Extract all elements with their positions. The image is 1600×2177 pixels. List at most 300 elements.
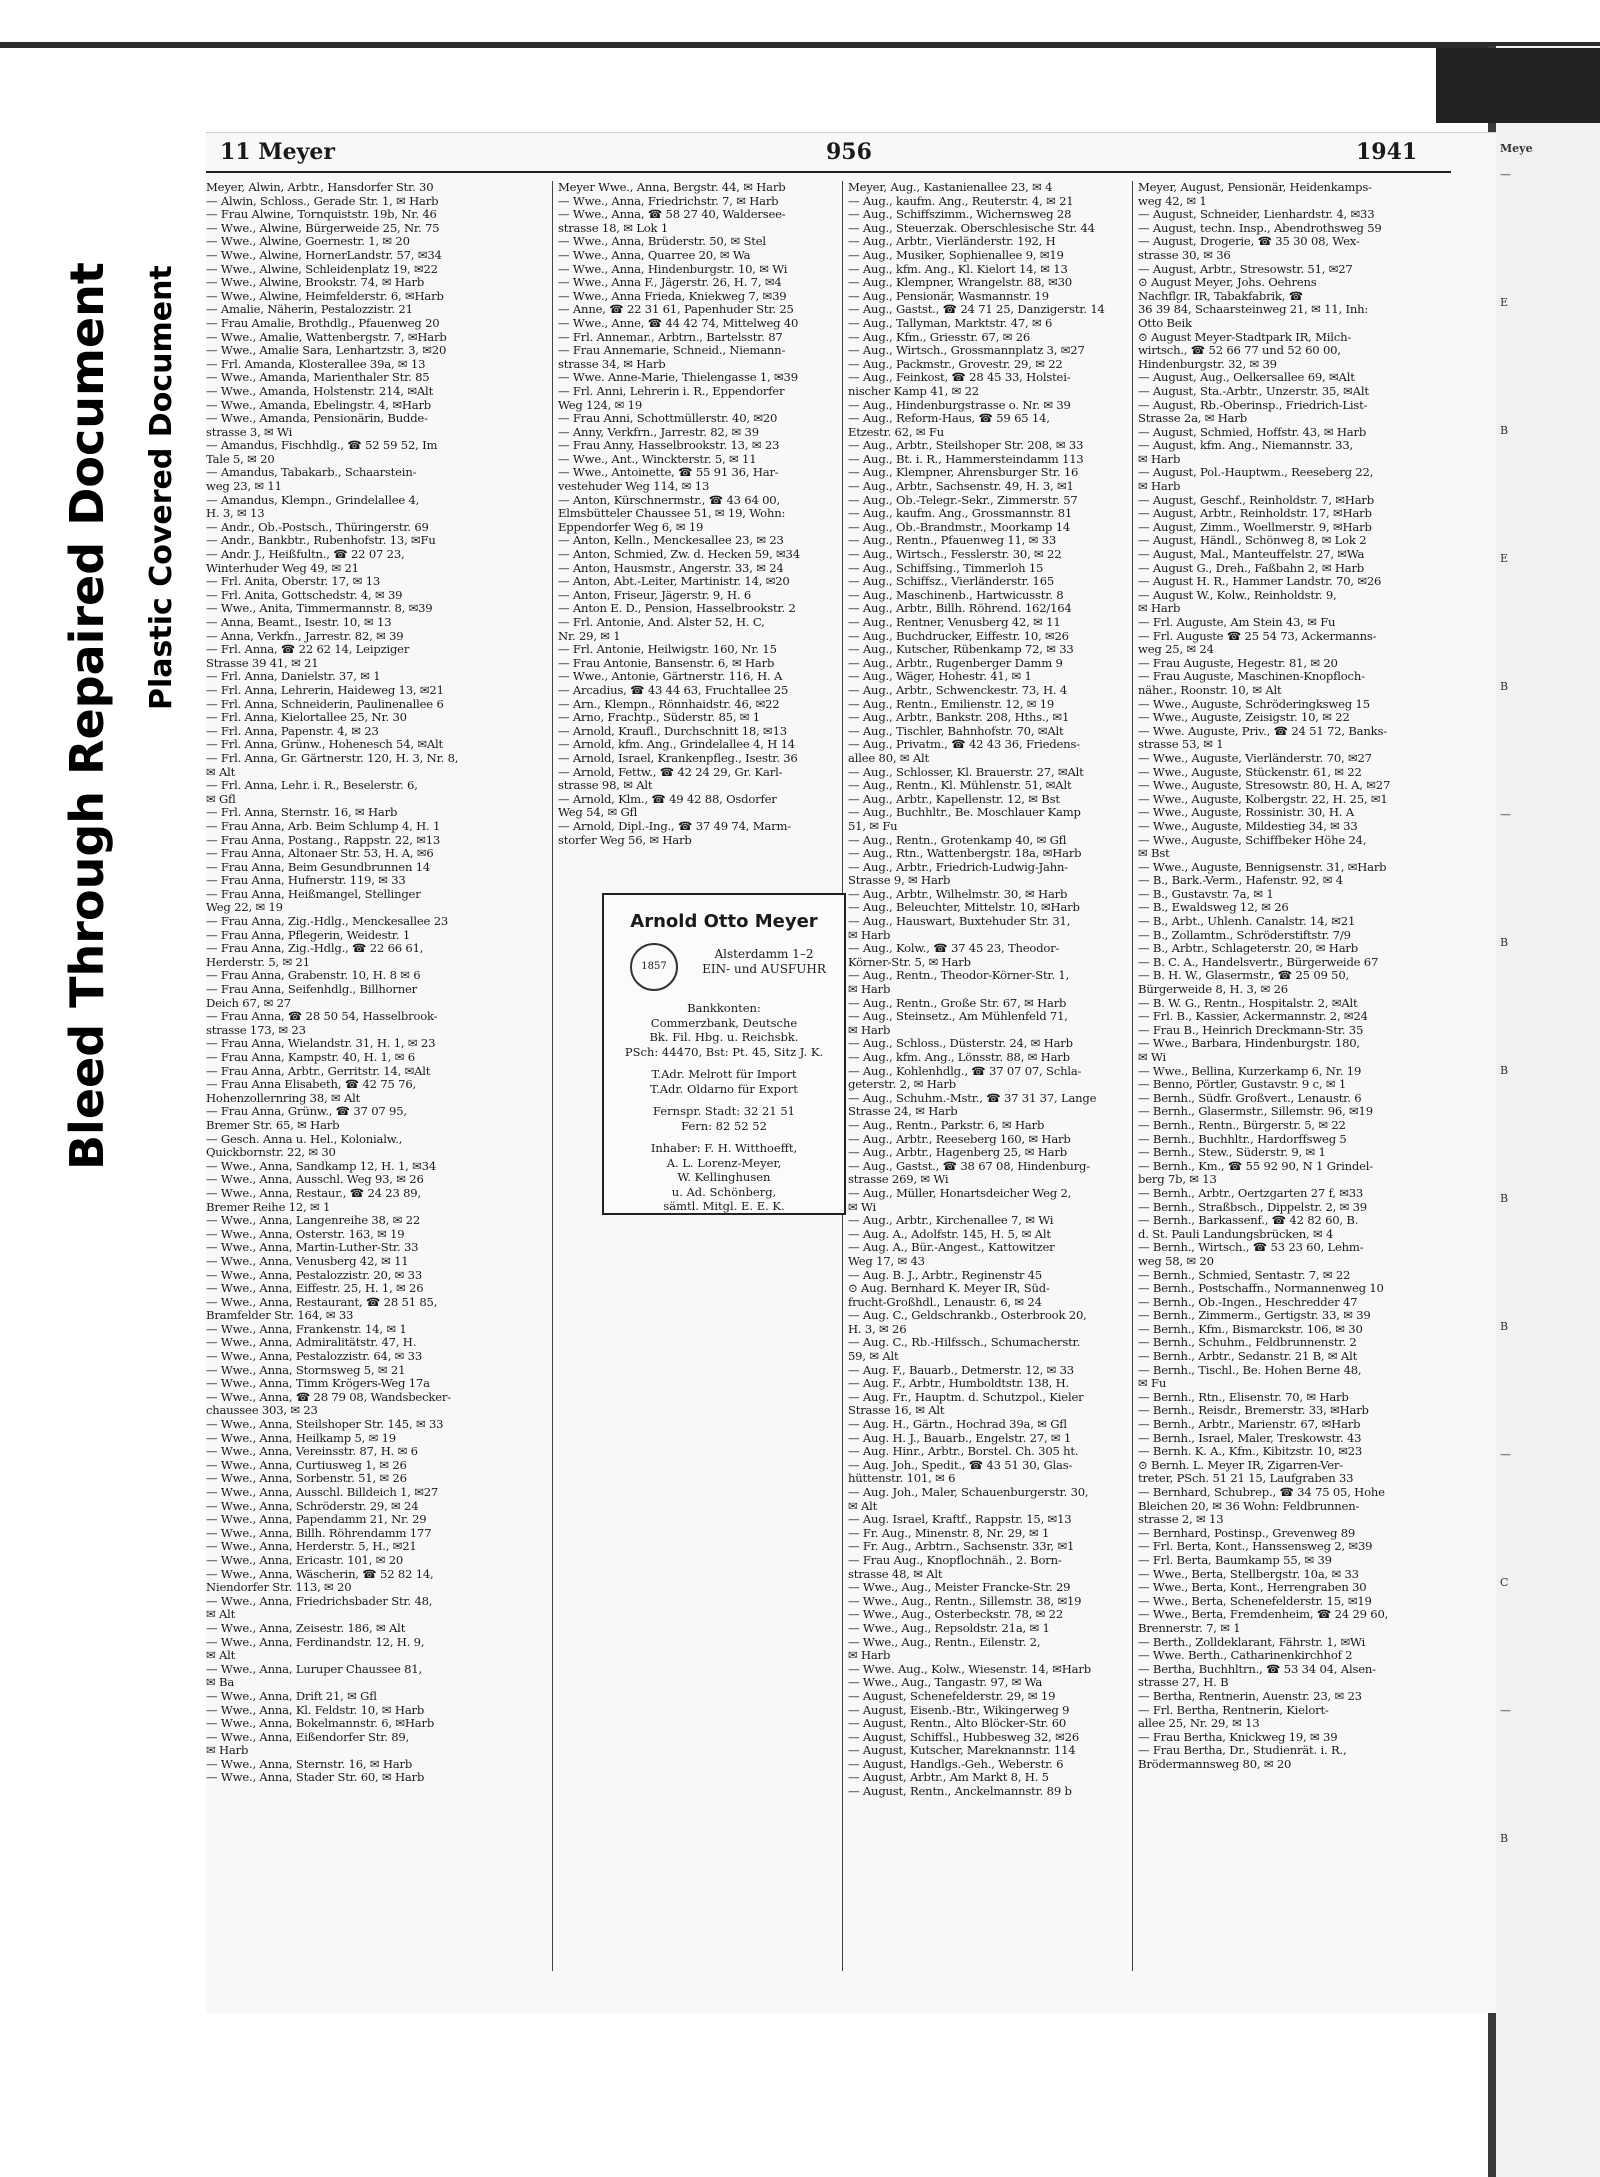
directory-entry: — Frl. Anna, Grünw., Hohenesch 54, ✉Alt (206, 738, 443, 752)
directory-entry: — Anton, Kürschnermstr., ☎ 43 64 00, (558, 493, 780, 507)
directory-entry: — Frau Anna, Postang., Rappstr. 22, ✉13 (206, 833, 441, 847)
directory-entry: — Wwe., Berta, Schenefelderstr. 15, ✉19 (1138, 1594, 1372, 1608)
directory-entry: — Wwe., Anna, Steilshoper Str. 145, ✉ 33 (206, 1418, 444, 1432)
directory-entry: — Anton, Hausmstr., Angerstr. 33, ✉ 24 (558, 561, 784, 575)
directory-entry: — Frau Anny, Hasselbrookstr. 13, ✉ 23 (558, 439, 780, 453)
directory-entry: — Wwe., Anna, Frankenstr. 14, ✉ 1 (206, 1322, 407, 1336)
column-divider (552, 181, 553, 1971)
directory-entry: — Aug., Arbtr., Wilhelmstr. 30, ✉ Harb (848, 887, 1068, 901)
directory-entry: Meyer, Aug., Kastanienallee 23, ✉ 4 (848, 181, 1053, 194)
directory-entry: — Wwe., Anna, Ausschl. Billdeich 1, ✉27 (206, 1486, 439, 1499)
directory-entry: — Aug., Kfm., Griesstr. 67, ✉ 26 (848, 330, 1031, 344)
directory-entry: — Aug., Kutscher, Rübenkamp 72, ✉ 33 (848, 643, 1074, 657)
directory-entry: — Aug., Ob.-Telegr.-Sekr., Zimmerstr. 57 (848, 493, 1078, 507)
ad-owner-line: sämtl. Mitgl. E. E. K. (663, 1199, 785, 1213)
directory-entry: — Bernh., Tischl., Be. Hohen Berne 48, (1138, 1363, 1362, 1377)
directory-entry: — Frl. Auguste, Am Stein 43, ✉ Fu (1138, 616, 1336, 629)
directory-column-1 (206, 181, 492, 2001)
directory-entry: — Aug., Gastst., ☎ 38 67 08, Hindenburg- (848, 1159, 1090, 1173)
directory-entry: — August W., Kolw., Reinholdstr. 9, (1138, 588, 1337, 602)
ad-company-name: Arnold Otto Meyer (630, 911, 818, 932)
directory-entry: — B., Ewaldsweg 12, ✉ 26 (1138, 901, 1289, 915)
directory-entry: — August, Mal., Manteuffelstr. 27, ✉Wa (1138, 548, 1365, 562)
ad-bank-heading: Bankkonten: (687, 1001, 761, 1015)
directory-entry: — Aug., Steinsetz., Am Mühlenfeld 71, (848, 1010, 1068, 1024)
directory-entry: ⊙ August Meyer, Johs. Oehrens (1138, 276, 1317, 290)
directory-entry: — Bernh., Rentn., Bürgerstr. 5, ✉ 22 (1138, 1118, 1346, 1132)
directory-entry: allee 80, ✉ Alt (848, 751, 929, 765)
directory-entry: — Bernh., Stew., Süderstr. 9, ✉ 1 (1138, 1146, 1326, 1160)
directory-entry: — Alwin, Schloss., Gerade Str. 1, ✉ Harb (206, 194, 439, 208)
directory-entry: — Wwe., Anna, Bokelmannstr. 6, ✉Harb (206, 1717, 435, 1731)
directory-entry: — Wwe., Anna, Brüderstr. 50, ✉ Stel (558, 235, 766, 249)
directory-entry: — Frau Bertha, Knickweg 19, ✉ 39 (1138, 1730, 1338, 1744)
directory-entry: ✉ Wi (1138, 1051, 1167, 1064)
directory-entry: — Aug., Arbtr., Friedrich-Ludwig-Jahn- (848, 860, 1068, 874)
directory-entry: — Aug., Gastst., ☎ 24 71 25, Danzigerstr. 14 (848, 303, 1105, 317)
directory-entry: — Wwe., Aug., Osterbeckstr. 78, ✉ 22 (848, 1608, 1063, 1622)
directory-entry: — Wwe., Alwine, Goernestr. 1, ✉ 20 (206, 235, 410, 249)
directory-entry: treter, PSch. 51 21 15, Laufgraben 33 (1138, 1472, 1354, 1486)
directory-entry: strasse 98, ✉ Alt (558, 779, 653, 793)
directory-entry: — Wwe., Anna, Sandkamp 12, H. 1, ✉34 (206, 1159, 437, 1173)
directory-entry: — Wwe., Aug., Rentn., Eilenstr. 2, (848, 1635, 1041, 1649)
directory-entry: ✉ Wi (848, 1200, 877, 1214)
directory-entry: — Frau Annemarie, Schneid., Niemann- (558, 344, 786, 358)
next-page-fragment: B (1500, 424, 1509, 437)
directory-entry: — Aug., Schiffsing., Timmerloh 15 (848, 561, 1044, 575)
directory-entry: — Wwe., Anna, Restaurant, ☎ 28 51 85, (206, 1295, 438, 1309)
directory-entry: weg 42, ✉ 1 (1138, 194, 1207, 208)
directory-entry: — Arcadius, ☎ 43 44 63, Fruchtallee 25 (558, 683, 789, 697)
directory-entry: — Arnold, Kraufl., Durchschnitt 18, ✉13 (558, 724, 787, 738)
directory-entry: ✉ Harb (848, 928, 891, 942)
directory-entry: — August, Schiffsl., Hubbesweg 32, ✉26 (848, 1730, 1080, 1744)
directory-entry: — Aug., Schiffszimm., Wichernsweg 28 (848, 208, 1072, 222)
directory-entry: — Bernh., Straßbsch., Dippelstr. 2, ✉ 39 (1138, 1200, 1367, 1214)
directory-entry: — Amandus, Klempn., Grindelallee 4, (206, 493, 420, 507)
ad-bank-line: Commerzbank, Deutsche (650, 1015, 798, 1030)
directory-entry: — Frau Auguste, Maschinen-Knopfloch- (1138, 670, 1365, 684)
directory-entry: strasse 173, ✉ 23 (206, 1023, 306, 1037)
directory-entry: weg 25, ✉ 24 (1138, 643, 1214, 657)
directory-entry: — Wwe., Auguste, Stresowstr. 80, H. A, ✉27 (1138, 779, 1391, 793)
directory-entry: ✉ Harb (206, 1744, 249, 1758)
directory-entry: — Wwe., Anna, Zeisestr. 186, ✉ Alt (206, 1621, 406, 1635)
ad-details (618, 1001, 830, 1214)
directory-entry: berg 7b, ✉ 13 (1138, 1173, 1217, 1187)
directory-entry: strasse 30, ✉ 36 (1138, 248, 1231, 262)
directory-entry: — Frau Antonie, Bansenstr. 6, ✉ Harb (558, 656, 775, 670)
directory-entry: — Bernh., Schmied, Sentastr. 7, ✉ 22 (1138, 1268, 1351, 1282)
directory-entry: — Bernh., Wirtsch., ☎ 53 23 60, Lehm- (1138, 1241, 1364, 1255)
directory-entry: — August, Geschf., Reinholdstr. 7, ✉Harb (1138, 493, 1374, 507)
directory-entry: — Bernh., Zimmerm., Gertigstr. 33, ✉ 39 (1138, 1309, 1371, 1323)
directory-entry: — Aug., Ob.-Brandmstr., Moorkamp 14 (848, 520, 1071, 534)
next-page-fragment: E (1500, 552, 1509, 565)
directory-entry: weg 23, ✉ 11 (206, 480, 282, 494)
directory-entry: — Wwe., Anna, Schröderstr. 29, ✉ 24 (206, 1499, 419, 1513)
directory-entry: — Frau Anna, Wielandstr. 31, H. 1, ✉ 23 (206, 1037, 436, 1051)
directory-entry: chaussee 303, ✉ 23 (206, 1404, 318, 1418)
directory-entry: — Wwe., Amalie Sara, Lenhartzstr. 3, ✉20 (206, 344, 447, 358)
directory-entry: strasse 3, ✉ Wi (206, 425, 293, 439)
directory-entry: — Frau Anna, Pflegerin, Weidestr. 1 (206, 928, 410, 942)
directory-entry: — Wwe., Auguste, Rossinistr. 30, H. A (1138, 806, 1354, 820)
next-page-fragment: B (1500, 1832, 1509, 1845)
directory-entry: — Aug., Schuhm.-Mstr., ☎ 37 31 37, Lange (848, 1091, 1097, 1105)
directory-entry: — Wwe., Berta, Fremdenheim, ☎ 24 29 60, (1138, 1608, 1389, 1622)
directory-entry: — Wwe., Anna, Pestalozzistr. 20, ✉ 33 (206, 1268, 423, 1282)
directory-entry: — Wwe., Anna, Papendamm 21, Nr. 29 (206, 1513, 427, 1527)
directory-entry: — Aug., Arbtr., Bankstr. 208, Hths., ✉1 (848, 711, 1070, 725)
directory-entry: ✉ Fu (1138, 1377, 1167, 1391)
directory-entry: Strasse 16, ✉ Alt (848, 1404, 945, 1418)
directory-entry: — Wwe., Bellina, Kurzerkamp 6, Nr. 19 (1138, 1064, 1362, 1078)
directory-entry: — Frl. B., Kassier, Ackermannstr. 2, ✉24 (1138, 1010, 1368, 1024)
directory-entry: Brennerstr. 7, ✉ 1 (1138, 1621, 1241, 1635)
directory-entry: — August, Schmied, Hoffstr. 43, ✉ Harb (1138, 425, 1367, 439)
directory-entry: — Aug., Buchhltr., Be. Moschlauer Kamp (848, 806, 1081, 820)
directory-entry: — Frl. Anita, Gottschedstr. 4, ✉ 39 (206, 588, 403, 602)
directory-entry: ✉ Ba (206, 1676, 235, 1690)
directory-entry: — Frl. Bertha, Rentnerin, Kielort- (1138, 1703, 1329, 1717)
directory-entry: — Frau Anna, Grabenstr. 10, H. 8 ✉ 6 (206, 969, 421, 983)
directory-entry: — Wwe., Alwine, Schleidenplatz 19, ✉22 (206, 262, 438, 276)
directory-entry: — Wwe., Anna, Osterstr. 163, ✉ 19 (206, 1227, 405, 1241)
directory-entry: — Aug., Beleuchter, Mittelstr. 10, ✉Harb (848, 901, 1080, 915)
directory-entry: — Bertha, Buchhltrn., ☎ 53 34 04, Alsen- (1138, 1662, 1376, 1676)
directory-entry: — August, Arbtr., Reinholdstr. 17, ✉Harb (1138, 507, 1372, 521)
directory-entry: — August G., Dreh., Faßbahn 2, ✉ Harb (1138, 561, 1365, 575)
directory-entry: 36 39 84, Schaarsteinweg 21, ✉ 11, Inh: (1138, 303, 1369, 317)
directory-entry: — Frl. Anita, Oberstr. 17, ✉ 13 (206, 575, 381, 589)
directory-entry: strasse 27, H. B (1138, 1676, 1229, 1690)
directory-entry: — Wwe., Anna, Timm Krögers-Weg 17a (206, 1377, 430, 1391)
directory-entry: — Aug., Bt. i. R., Hammersteindamm 113 (848, 452, 1084, 466)
directory-entry: — August, Händl., Schönweg 8, ✉ Lok 2 (1138, 534, 1367, 548)
directory-entry: — Aug., Schlosser, Kl. Brauerstr. 27, ✉Alt (848, 765, 1084, 779)
directory-entry: — Aug., Rentn., Parkstr. 6, ✉ Harb (848, 1118, 1045, 1132)
directory-entry: — Wwe., Berta, Kont., Herrengraben 30 (1138, 1581, 1367, 1595)
page-header (206, 133, 1451, 173)
directory-entry: — Frl. Anna, Sternstr. 16, ✉ Harb (206, 806, 398, 820)
ad-owner-line: u. Ad. Schönberg, (671, 1184, 777, 1199)
directory-entry: — August, Aug., Oelkersallee 69, ✉Alt (1138, 371, 1355, 385)
ad-owner-line: A. L. Lorenz-Meyer, (666, 1155, 782, 1170)
directory-entry: — Wwe., Anna, Sorbenstr. 51, ✉ 26 (206, 1472, 407, 1486)
directory-entry: — Wwe., Aug., Tangastr. 97, ✉ Wa (848, 1676, 1043, 1690)
directory-entry: — Frau Aug., Knopflochnäh., 2. Born- (848, 1553, 1062, 1567)
directory-entry: — Fr. Aug., Minenstr. 8, Nr. 29, ✉ 1 (848, 1526, 1050, 1540)
directory-entry: — Wwe., Anna, Martin-Luther-Str. 33 (206, 1241, 419, 1255)
directory-entry: — Frl. Anna, Danielstr. 37, ✉ 1 (206, 670, 381, 684)
directory-entry: — Wwe., Anna, Hindenburgstr. 10, ✉ Wi (558, 262, 788, 276)
directory-entry: Weg 17, ✉ 43 (848, 1254, 925, 1268)
directory-entry: — Bernh., Arbtr., Marienstr. 67, ✉Harb (1138, 1418, 1361, 1432)
directory-entry: — Wwe., Anna, Ferdinandstr. 12, H. 9, (206, 1635, 425, 1649)
directory-entry: — Frau Anna, Heißmangel, Stellinger (206, 887, 421, 901)
directory-entry: — August, Rentn., Anckelmannstr. 89 b (848, 1785, 1072, 1799)
directory-entry: — Frl. Antonie, Heilwigstr. 160, Nr. 15 (558, 643, 777, 657)
directory-entry: — Frl. Annemar., Arbtrn., Bartelsstr. 87 (558, 330, 783, 344)
directory-entry: ✉ Alt (206, 1649, 236, 1663)
directory-entry: — Frau Anna, ☎ 28 50 54, Hasselbrook- (206, 1010, 438, 1024)
next-page-fragment: B (1500, 1192, 1509, 1205)
directory-entry: — Aug., Steuerzak. Oberschlesische Str. 44 (848, 221, 1095, 235)
directory-entry: — Frl. Anna, Papenstr. 4, ✉ 23 (206, 724, 379, 738)
directory-entry: Bürgerweide 8, H. 3, ✉ 26 (1138, 983, 1288, 997)
directory-entry: — Wwe., Alwine, Bürgerweide 25, Nr. 75 (206, 221, 440, 235)
directory-entry: — Wwe., Anna F., Jägerstr. 26, H. 7, ✉4 (558, 276, 782, 290)
directory-entry: — Anny, Verkfrn., Jarrestr. 82, ✉ 39 (558, 425, 759, 439)
directory-entry: — Frau Anna, Grünw., ☎ 37 07 95, (206, 1105, 407, 1119)
directory-entry: — Aug., Arbtr., Kirchenallee 7, ✉ Wi (848, 1214, 1054, 1228)
directory-entry: strasse 2, ✉ 13 (1138, 1513, 1224, 1527)
directory-entry: — Bernh., Arbtr., Oertzgarten 27 f, ✉33 (1138, 1186, 1364, 1200)
directory-entry: Strasse 9, ✉ Harb (848, 874, 951, 888)
directory-entry: — Frl. Berta, Baumkamp 55, ✉ 39 (1138, 1553, 1332, 1567)
directory-entry: Meyer, Alwin, Arbtr., Hansdorfer Str. 30 (206, 181, 434, 194)
directory-entry: — Andr. J., Heißfultn., ☎ 22 07 23, (206, 548, 405, 562)
directory-entry: Otto Beik (1138, 316, 1192, 330)
directory-entry: — Aug., Wirtsch., Fesslerstr. 30, ✉ 22 (848, 548, 1062, 562)
directory-entry: geterstr. 2, ✉ Harb (848, 1078, 956, 1092)
header-year: 1941 (1356, 139, 1418, 165)
directory-entry: ✉ Harb (848, 983, 891, 997)
directory-entry: — Aug., Rentn., Grotenkamp 40, ✉ Gfl (848, 833, 1067, 847)
directory-entry: — Aug., Hauswart, Buxtehuder Str. 31, (848, 915, 1071, 929)
next-page-fragment: — (1500, 808, 1511, 821)
directory-entry: allee 25, Nr. 29, ✉ 13 (1138, 1717, 1260, 1731)
condition-label-plastic: Plastic Covered Document (144, 265, 179, 710)
directory-entry: — Frau Anna, Arb. Beim Schlump 4, H. 1 (206, 819, 441, 833)
directory-entry: — Wwe., Anna, Vereinsstr. 87, H. ✉ 6 (206, 1445, 418, 1459)
directory-entry: ✉ Harb (1138, 452, 1181, 466)
directory-entry: — Aug., kfm. Ang., Lönsstr. 88, ✉ Harb (848, 1051, 1070, 1064)
directory-entry: H. 3, ✉ 13 (206, 507, 265, 521)
directory-entry: — Gesch. Anna u. Hel., Kolonialw., (206, 1132, 403, 1146)
directory-entry: — Frl. Antonie, And. Alster 52, H. C, (558, 616, 765, 629)
directory-entry: Tale 5, ✉ 20 (206, 452, 275, 466)
directory-entry: — Andr., Bankbtr., Rubenhofstr. 13, ✉Fu (206, 534, 436, 548)
directory-entry: — Wwe., Auguste, Mildestieg 34, ✉ 33 (1138, 819, 1358, 833)
directory-entry: strasse 48, ✉ Alt (848, 1567, 943, 1581)
directory-entry: 51, ✉ Fu (848, 819, 898, 833)
directory-entry: 59, ✉ Alt (848, 1350, 899, 1364)
ad-bank-line: Bk. Fil. Hbg. u. Reichsbk. (649, 1030, 799, 1044)
directory-entry: — Aug., Arbtr., Rugenberger Damm 9 (848, 656, 1063, 670)
directory-entry: — Aug. C., Geldschrankb., Osterbrook 20, (848, 1309, 1087, 1323)
directory-entry: — Wwe., Anna, Restaur., ☎ 24 23 89, (206, 1186, 421, 1200)
corner-shadow (1436, 48, 1600, 123)
directory-entry: — Bernh., Kfm., Bismarckstr. 106, ✉ 30 (1138, 1322, 1363, 1336)
directory-entry: — Arnold, Fettw., ☎ 42 24 29, Gr. Karl- (558, 765, 783, 779)
directory-entry: — Wwe., Anna, Wäscherin, ☎ 52 82 14, (206, 1567, 434, 1581)
directory-entry: — Aug., Klempner, Ahrensburger Str. 16 (848, 466, 1079, 480)
directory-entry: — Aug., Musiker, Sophienallee 9, ✉19 (848, 248, 1064, 262)
ad-business-type: EIN- und AUSFUHR (702, 962, 826, 976)
directory-entry: — Frau B., Heinrich Dreckmann-Str. 35 (1138, 1023, 1364, 1037)
directory-entry: — Aug., Rentner, Venusberg 42, ✉ 11 (848, 616, 1061, 629)
directory-entry: — Frl. Amanda, Klosterallee 39a, ✉ 13 (206, 357, 426, 371)
directory-entry: — Aug., Wirtsch., Grossmannplatz 3, ✉27 (848, 344, 1085, 358)
directory-entry: — Aug. B. J., Arbtr., Reginenstr 45 (848, 1268, 1043, 1282)
next-page-fragment: B (1500, 680, 1509, 693)
directory-entry: Hindenburgstr. 32, ✉ 39 (1138, 357, 1277, 371)
directory-entry: Nachflgr. IR, Tabakfabrik, ☎ (1138, 289, 1303, 303)
directory-entry: — Bernh., Ob.-Ingen., Heschredder 47 (1138, 1295, 1358, 1309)
directory-entry: storfer Weg 56, ✉ Harb (558, 833, 692, 847)
directory-entry: — Bertha, Rentnerin, Auenstr. 23, ✉ 23 (1138, 1689, 1362, 1703)
directory-entry: — Wwe., Amanda, Holstenstr. 214, ✉Alt (206, 384, 434, 398)
directory-entry: — Wwe., Antoinette, ☎ 55 91 36, Har- (558, 466, 779, 480)
directory-entry: — August, Eisenb.-Btr., Wikingerweg 9 (848, 1703, 1070, 1717)
directory-entry: hüttenstr. 101, ✉ 6 (848, 1472, 956, 1486)
directory-entry: ✉ Alt (206, 1608, 236, 1622)
directory-entry: — August, Kutscher, Mareknannstr. 114 (848, 1744, 1076, 1758)
directory-page (206, 132, 1496, 2013)
ad-address-street: Alsterdamm 1–2 (714, 947, 814, 961)
directory-entry: — Frau Anna, Arbtr., Gerritstr. 14, ✉Alt (206, 1064, 431, 1078)
directory-entry: — Aug., Arbtr., Sachsenstr. 49, H. 3, ✉1 (848, 480, 1074, 494)
directory-entry: — Bernh., Reisdr., Bremerstr. 33, ✉Harb (1138, 1404, 1369, 1418)
directory-entry: — Frau Anna, Kampstr. 40, H. 1, ✉ 6 (206, 1051, 415, 1064)
directory-entry: — Wwe., Berta, Stellbergstr. 10a, ✉ 33 (1138, 1567, 1359, 1581)
directory-entry: — Arnold, Dipl.-Ing., ☎ 37 49 74, Marm- (558, 819, 791, 833)
directory-entry: — Arno, Frachtp., Süderstr. 85, ✉ 1 (558, 711, 760, 725)
directory-entry: — Aug. Joh., Maler, Schauenburgerstr. 30, (848, 1486, 1089, 1499)
next-page-fragment: — (1500, 1448, 1511, 1461)
directory-entry: H. 3, ✉ 26 (848, 1322, 907, 1336)
directory-entry: — Wwe., Antonie, Gärtnerstr. 116, H. A (558, 670, 783, 684)
directory-entry: — Anne, ☎ 22 31 61, Papenhuder Str. 25 (558, 303, 794, 317)
directory-entry: — Wwe., Anna, Ausschl. Weg 93, ✉ 26 (206, 1173, 424, 1187)
directory-entry: — Frl. Anna, Schneiderin, Paulinenallee 6 (206, 697, 444, 711)
directory-entry: weg 58, ✉ 20 (1138, 1254, 1214, 1268)
directory-entry: — Wwe., Anna, Sternstr. 16, ✉ Harb (206, 1757, 413, 1771)
directory-entry: — Frau Anna, Hufnerstr. 119, ✉ 33 (206, 874, 406, 888)
directory-entry: Herderstr. 5, ✉ 21 (206, 955, 310, 969)
directory-entry: — August, Arbtr., Stresowstr. 51, ✉27 (1138, 262, 1353, 276)
directory-entry: — Andr., Ob.-Postsch., Thüringerstr. 69 (206, 520, 429, 534)
directory-entry: Meyer, August, Pensionär, Heidenkamps- (1138, 181, 1372, 194)
directory-entry: strasse 34, ✉ Harb (558, 357, 666, 371)
directory-entry: — Frau Auguste, Hegestr. 81, ✉ 20 (1138, 656, 1338, 670)
directory-entry: — Bernh., Südfr. Großvert., Lenaustr. 6 (1138, 1091, 1362, 1105)
directory-entry: — Frau Alwine, Tornquiststr. 19b, Nr. 46 (206, 208, 437, 222)
ad-telegram-line: T.Adr. Oldarno für Export (650, 1081, 798, 1096)
directory-entry: Etzestr. 62, ✉ Fu (848, 425, 944, 439)
company-advertisement (602, 893, 846, 1215)
directory-entry: — Frau Anna, Zig.-Hdlg., ☎ 22 66 61, (206, 942, 424, 956)
directory-entry: — Aug., Rentn., Pfauenweg 11, ✉ 33 (848, 534, 1057, 548)
directory-entry: Hohenzollernring 38, ✉ Alt (206, 1091, 361, 1105)
directory-entry: Strasse 2a, ✉ Harb (1138, 412, 1247, 426)
directory-entry: — Anton, Abt.-Leiter, Martinistr. 14, ✉20 (558, 575, 790, 589)
directory-entry: — Aug., Arbtr., Schwenckestr. 73, H. 4 (848, 683, 1068, 697)
directory-entry: — Aug., kfm. Ang., Kl. Kielort 14, ✉ 13 (848, 262, 1068, 276)
directory-entry: — Anton E. D., Pension, Hasselbrookstr. 2 (558, 602, 796, 616)
directory-entry: — Frau Anna, Seifenhdlg., Billhorner (206, 983, 418, 997)
directory-entry: — Frau Anna Elisabeth, ☎ 42 75 76, (206, 1078, 416, 1092)
document-condition-label (60, 262, 210, 1170)
directory-entry: strasse 53, ✉ 1 (1138, 738, 1224, 752)
directory-entry: — August, Handlgs.-Geh., Weberstr. 6 (848, 1757, 1064, 1771)
directory-entry: frucht-Großhdl., Lenaustr. 6, ✉ 24 (848, 1295, 1042, 1309)
directory-entry: ✉ Alt (848, 1499, 878, 1513)
directory-entry: — B., Zollamtm., Schröderstiftstr. 7/9 (1138, 928, 1351, 942)
directory-entry: — B., Arbt., Uhlenh. Canalstr. 14, ✉21 (1138, 915, 1356, 929)
directory-entry: — Frau Anna, Beim Gesundbrunnen 14 (206, 860, 431, 874)
directory-entry: — Aug., kaufm. Ang., Reuterstr. 4, ✉ 21 (848, 194, 1074, 208)
directory-entry: — Wwe., Amanda, Pensionärin, Budde- (206, 412, 428, 426)
directory-entry: Winterhuder Weg 49, ✉ 21 (206, 561, 359, 575)
directory-entry: — Aug., Rentn., Große Str. 67, ✉ Harb (848, 996, 1067, 1010)
directory-entry: — Wwe., Amalie, Wattenbergstr. 7, ✉Harb (206, 330, 447, 344)
ad-owner-line: W. Kellinghusen (677, 1170, 771, 1184)
directory-entry: — Frl. Anna, Gr. Gärtnerstr. 120, H. 3, Nr. 8, (206, 751, 459, 765)
directory-entry: — Aug., Arbtr., Vierländerstr. 192, H (848, 235, 1056, 249)
directory-entry: Meyer Wwe., Anna, Bergstr. 44, ✉ Harb (558, 181, 786, 194)
directory-entry: — Wwe., Anna, Stormsweg 5, ✉ 21 (206, 1363, 406, 1377)
directory-entry: ✉ Harb (848, 1649, 891, 1663)
directory-entry: — Wwe., Anna, Stader Str. 60, ✉ Harb (206, 1771, 425, 1785)
directory-entry: — Benno, Pörtler, Gustavstr. 9 c, ✉ 1 (1138, 1078, 1347, 1092)
directory-entry: — Aug., Rentn., Emilienstr. 12, ✉ 19 (848, 697, 1055, 711)
directory-entry: — Aug., Tischler, Bahnhofstr. 70, ✉Alt (848, 724, 1064, 738)
directory-entry: — Wwe., Anna, Eiffestr. 25, H. 1, ✉ 26 (206, 1282, 424, 1296)
directory-entry: — Anton, Friseur, Jägerstr. 9, H. 6 (558, 588, 752, 602)
directory-entry: — Bernh., Glasermstr., Sillemstr. 96, ✉19 (1138, 1105, 1373, 1119)
ad-seal-emblem: 1857 (630, 943, 678, 991)
directory-entry: Weg 22, ✉ 19 (206, 901, 283, 915)
directory-entry: — Bernh., Postschaffn., Normannenweg 10 (1138, 1282, 1384, 1296)
directory-entry: — August, Schenefelderstr. 29, ✉ 19 (848, 1689, 1056, 1703)
directory-column-4 (1138, 181, 1424, 2001)
directory-entry: — Aug., Arbtr., Kapellenstr. 12, ✉ Bst (848, 792, 1060, 806)
directory-entry: — August, Pol.-Hauptwm., Reeseberg 22, (1138, 466, 1374, 480)
directory-entry: — Wwe., Auguste, Vierländerstr. 70, ✉27 (1138, 751, 1372, 765)
directory-entry: — Amandus, Tabakarb., Schaarstein- (206, 466, 417, 480)
directory-entry: — Fr. Aug., Arbtrn., Sachsenstr. 33r, ✉1 (848, 1540, 1075, 1554)
directory-entry: — August H. R., Hammer Landstr. 70, ✉26 (1138, 575, 1382, 589)
ad-telegram-line: T.Adr. Melrott für Import (651, 1067, 797, 1081)
directory-entry: — Aug., Klempner, Wrangelstr. 88, ✉30 (848, 276, 1072, 290)
directory-entry: — Aug., Arbtr., Billh. Röhrend. 162/164 (848, 602, 1072, 616)
directory-entry: — Aug., Buchdrucker, Eiffestr. 10, ✉26 (848, 629, 1069, 643)
directory-entry: — Wwe., Aug., Repsoldstr. 21a, ✉ 1 (848, 1621, 1050, 1635)
directory-entry: — Wwe., Auguste, Kolbergstr. 22, H. 25, ✉1 (1138, 792, 1388, 806)
directory-entry: — Aug. Fr., Hauptm. d. Schutzpol., Kieler (848, 1390, 1084, 1404)
directory-entry: — Aug., Reform-Haus, ☎ 59 65 14, (848, 412, 1050, 426)
directory-entry: — B. H. W., Glasermstr., ☎ 25 09 50, (1138, 969, 1349, 983)
directory-entry: — Frau Anna, Zig.-Hdlg., Menckesallee 23 (206, 915, 449, 929)
directory-entry: — Bernhard, Schubrep., ☎ 34 75 05, Hohe (1138, 1486, 1385, 1499)
directory-entry: — Aug. F., Arbtr., Humboldtstr. 138, H. (848, 1377, 1070, 1391)
directory-entry: — Aug., Arbtr., Steilshoper Str. 208, ✉ 33 (848, 439, 1084, 453)
directory-entry: — Aug., Schiffsz., Vierländerstr. 165 (848, 575, 1055, 589)
directory-entry: Nr. 29, ✉ 1 (558, 629, 621, 643)
directory-entry: ✉ Harb (848, 1023, 891, 1037)
directory-entry: — Wwe., Anna, ☎ 28 79 08, Wandsbecker- (206, 1390, 451, 1404)
directory-entry: — Wwe., Anna, Quarree 20, ✉ Wa (558, 248, 751, 262)
directory-entry: — Frl. Anni, Lehrerin i. R., Eppendorfer (558, 384, 785, 398)
directory-entry: wirtsch., ☎ 52 66 77 und 52 60 00, (1138, 344, 1341, 358)
next-page-fragment: B (1500, 1320, 1509, 1333)
directory-entry: — Wwe., Anna, Friedrichstr. 7, ✉ Harb (558, 194, 779, 208)
directory-entry: strasse 18, ✉ Lok 1 (558, 221, 668, 235)
